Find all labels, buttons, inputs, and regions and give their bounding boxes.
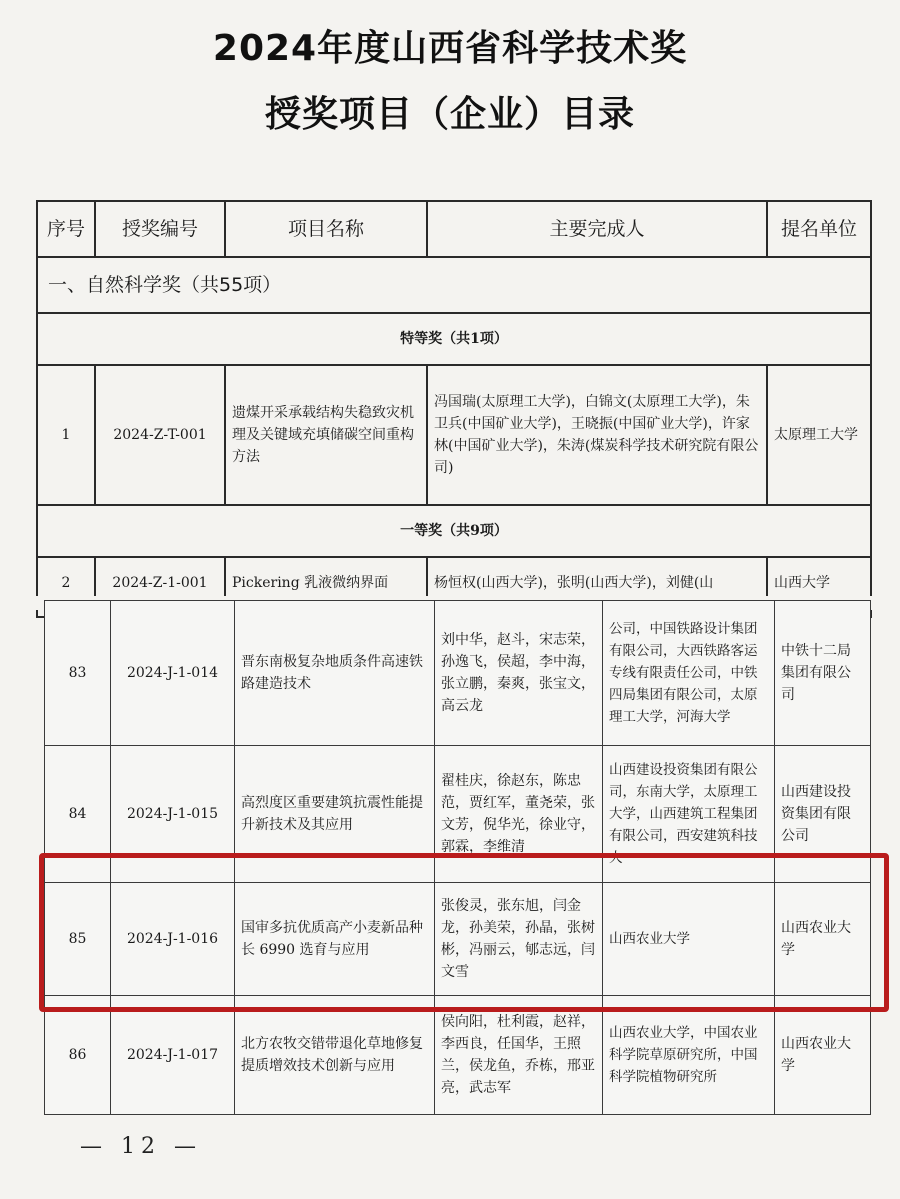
grade-row: [37, 505, 871, 557]
row-no: 2: [37, 557, 95, 617]
row-nominator: 山西大学: [767, 557, 871, 617]
table-row: [45, 601, 871, 746]
table-row: [37, 365, 871, 505]
row-project-name: 北方农牧交错带退化草地修复提质增效技术创新与应用: [235, 996, 435, 1115]
row-people: 杨恒权(山西大学)，张明(山西大学)，刘健(山: [427, 557, 767, 617]
row-people: 冯国瑞(太原理工大学)，白锦文(太原理工大学)，朱卫兵(中国矿业大学)，王晓振(中国矿业大学)，许家林(中国矿业大学)，朱涛(煤炭科学技术研究院有限公司): [427, 365, 767, 505]
row-no: 84: [45, 746, 111, 883]
row-code: 2024-Z-1-001: [95, 557, 225, 617]
row-people: 张俊灵，张东旭，闫金龙，孙美荣，孙晶，张树彬，冯丽云，郇志远，闫文雪: [435, 883, 603, 996]
row-code: 2024-J-1-016: [111, 883, 235, 996]
row-code: 2024-Z-T-001: [95, 365, 225, 505]
document-subtitle: 授奖项目（企业）目录: [264, 94, 635, 135]
header-name: 项目名称: [225, 201, 427, 257]
row-people: 翟桂庆，徐赵东，陈忠范，贾红军，董尧荣，张文芳，倪华光，徐业守，郭霖，李维清: [435, 746, 603, 883]
document-title: 2024年度山西省科学技术奖: [212, 28, 688, 69]
header-nominator: 提名单位: [767, 201, 871, 257]
row-nominator: 山西农业大学: [775, 996, 871, 1115]
category-row: [37, 257, 871, 313]
row-project-name: 国审多抗优质高产小麦新品种长 6990 选育与应用: [235, 883, 435, 996]
row-no: 1: [37, 365, 95, 505]
row-units: 山西农业大学，中国农业科学院草原研究所，中国科学院植物研究所: [603, 996, 775, 1115]
row-nominator: 山西建设投资集团有限公司: [775, 746, 871, 883]
row-code: 2024-J-1-015: [111, 746, 235, 883]
row-nominator: 山西农业大学: [775, 883, 871, 996]
row-units: 山西建设投资集团有限公司，东南大学，太原理工大学，山西建筑工程集团有限公司，西安建筑科技大: [603, 746, 775, 883]
row-people: 刘中华，赵斗，宋志荣，孙逸飞，侯超，李中海，张立鹏，秦爽，张宝文，高云龙: [435, 601, 603, 746]
row-no: 85: [45, 883, 111, 996]
award-table: [36, 200, 872, 618]
category-label: 一、自然科学奖（共55项）: [37, 257, 871, 313]
row-code: 2024-J-1-017: [111, 996, 235, 1115]
row-code: 2024-J-1-014: [111, 601, 235, 746]
row-units: 公司，中国铁路设计集团有限公司，大西铁路客运专线有限责任公司，中铁四局集团有限公司，太原理工大学，河海大学: [603, 601, 775, 746]
row-nominator: 太原理工大学: [767, 365, 871, 505]
grade-row: [37, 313, 871, 365]
row-project-name: 高烈度区重要建筑抗震性能提升新技术及其应用: [235, 746, 435, 883]
row-project-name: 晋东南极复杂地质条件高速铁路建造技术: [235, 601, 435, 746]
grade-first-label: 一等奖（共9项）: [37, 505, 871, 557]
highlight-box: [39, 853, 889, 1012]
page-number: — 12 —: [80, 1134, 202, 1159]
row-no: 86: [45, 996, 111, 1115]
header-code: 授奖编号: [95, 201, 225, 257]
row-nominator: 中铁十二局集团有限公司: [775, 601, 871, 746]
header-people: 主要完成人: [427, 201, 767, 257]
row-no: 83: [45, 601, 111, 746]
row-project-name: Pickering 乳液微纳界面: [225, 557, 427, 617]
row-project-name: 遗煤开采承载结构失稳致灾机理及关键域充填储碳空间重构方法: [225, 365, 427, 505]
table-header-row: [37, 201, 871, 257]
row-people: 侯向阳，杜利霞，赵祥，李西良，任国华，王照兰，侯龙鱼，乔栋，邢亚亮，武志军: [435, 996, 603, 1115]
table-row: [45, 996, 871, 1115]
grade-special-label: 特等奖（共1项）: [37, 313, 871, 365]
row-units: 山西农业大学: [603, 883, 775, 996]
header-no: 序号: [37, 201, 95, 257]
